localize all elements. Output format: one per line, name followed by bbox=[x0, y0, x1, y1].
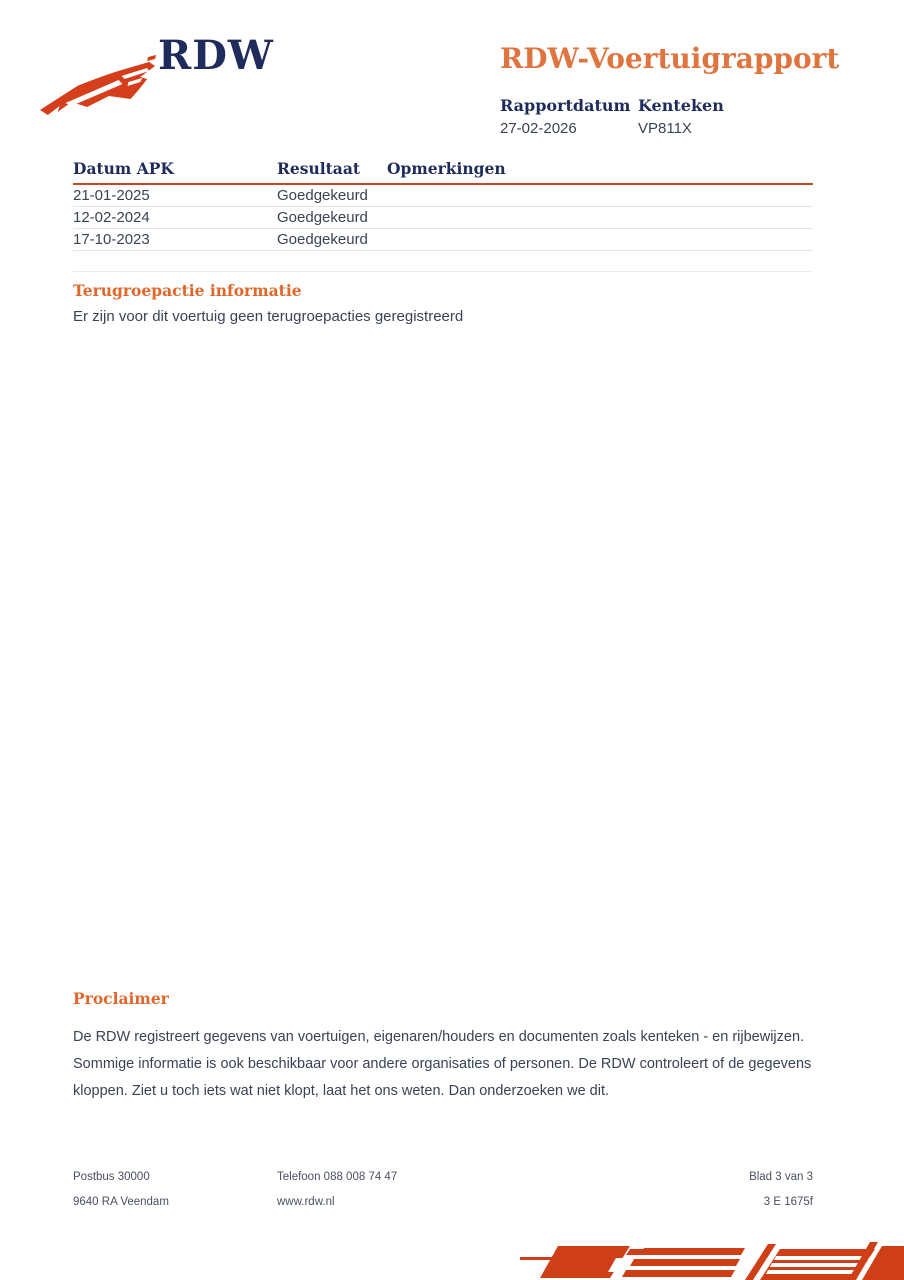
license-plate-value: VP811X bbox=[638, 120, 692, 137]
column-header-datum-apk: Datum APK bbox=[73, 159, 174, 178]
cell-opmerkingen bbox=[387, 185, 813, 206]
proclaimer-heading: Proclaimer bbox=[73, 989, 169, 1008]
footer-form-code: 3 E 1675f bbox=[763, 1196, 813, 1208]
apk-history-table bbox=[73, 159, 813, 272]
report-date-label: Rapportdatum bbox=[500, 96, 631, 115]
table-row bbox=[73, 229, 813, 251]
license-plate-block bbox=[638, 96, 776, 137]
cell-resultaat: Goedgekeurd bbox=[277, 187, 368, 204]
cell-opmerkingen bbox=[387, 207, 813, 228]
rdw-wing-logo-icon bbox=[38, 52, 156, 120]
proclaimer-body: De RDW registreert gegevens van voertuigen, eigenaren/houders en documenten zoals kenteken - en rijbewijzen. Sommige informatie is ook beschikbaar voor andere organisaties of personen. De RDW controleert of de gegevens kloppen. Ziet u toch iets wat niet klopt, laat het ons weten. Dan onderzoeken we dit. bbox=[73, 1029, 812, 1099]
report-header bbox=[500, 42, 840, 137]
cell-datum: 21-01-2025 bbox=[73, 187, 150, 204]
table-row bbox=[73, 185, 813, 207]
recall-section bbox=[73, 281, 813, 325]
cell-resultaat: Goedgekeurd bbox=[277, 231, 368, 248]
recall-section-body: Er zijn voor dit voertuig geen terugroepacties geregistreerd bbox=[73, 308, 464, 325]
report-date-block bbox=[500, 96, 638, 137]
column-header-resultaat: Resultaat bbox=[277, 159, 361, 178]
page-title: RDW-Voertuigrapport bbox=[500, 42, 840, 75]
proclaimer-section bbox=[73, 989, 815, 1105]
column-header-opmerkingen: Opmerkingen bbox=[387, 159, 506, 178]
page-footer bbox=[73, 1171, 813, 1221]
footer-row bbox=[73, 1196, 813, 1208]
table-row-empty bbox=[73, 251, 813, 272]
table-row bbox=[73, 207, 813, 229]
license-plate-label: Kenteken bbox=[638, 96, 724, 115]
cell-resultaat: Goedgekeurd bbox=[277, 209, 368, 226]
cell-opmerkingen bbox=[387, 229, 813, 250]
cell-datum: 17-10-2023 bbox=[73, 231, 150, 248]
footer-phone: Telefoon 088 008 74 47 bbox=[277, 1171, 398, 1183]
cell-datum: 12-02-2024 bbox=[73, 209, 150, 226]
rdw-logo-wordmark: RDW bbox=[158, 32, 274, 79]
recall-section-heading: Terugroepactie informatie bbox=[73, 281, 302, 300]
footer-city: 9640 RA Veendam bbox=[73, 1196, 169, 1208]
footer-website: www.rdw.nl bbox=[277, 1196, 335, 1208]
report-date-value: 27-02-2026 bbox=[500, 120, 577, 137]
speed-stripes-icon bbox=[518, 1236, 904, 1280]
footer-postbus: Postbus 30000 bbox=[73, 1171, 150, 1183]
table-header-row bbox=[73, 159, 813, 185]
footer-page-indicator: Blad 3 van 3 bbox=[749, 1171, 813, 1183]
footer-row bbox=[73, 1171, 813, 1183]
report-meta bbox=[500, 96, 820, 137]
